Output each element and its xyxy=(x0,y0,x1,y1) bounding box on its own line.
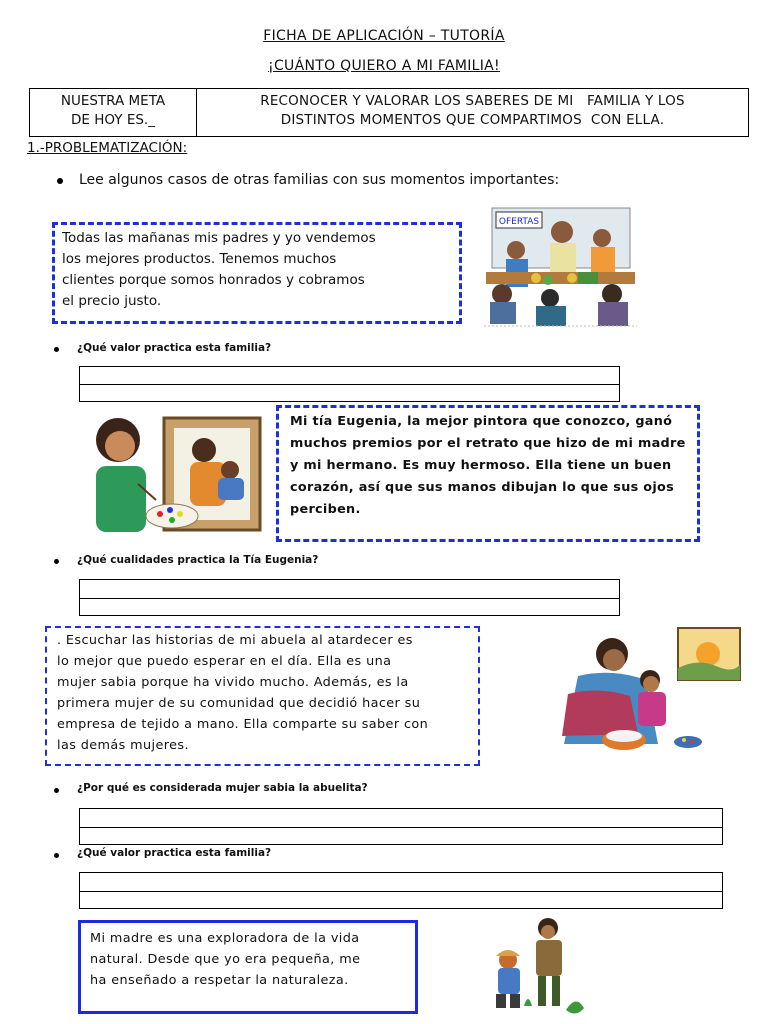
market-family-illustration xyxy=(484,202,637,328)
case1-text: Todas las mañanas mis padres y yo vendemos los mejores productos. Tenemos muchos clientes porque somos honrados y cobramos el precio justo. xyxy=(62,230,376,309)
painter-aunt-illustration xyxy=(80,404,270,546)
goal-label-line1: NUESTRA META xyxy=(60,93,166,109)
goal-label-line2: DE HOY ES._ xyxy=(71,112,155,128)
answer-lines-1[interactable] xyxy=(79,366,620,402)
question-4: ¿Qué valor practica esta familia? xyxy=(77,847,272,859)
goal-text-line2: DISTINTOS MOMENTOS QUE COMPARTIMOS CON ELLA. xyxy=(280,112,665,128)
case4-text: Mi madre es una exploradora de la vida natural. Desde que yo era pequeña, me ha enseñado a respetar la naturaleza. xyxy=(90,931,361,988)
answer-lines-3[interactable] xyxy=(79,808,723,845)
answer-lines-2[interactable] xyxy=(79,579,620,616)
bullet-dot xyxy=(54,853,59,858)
section-heading: 1.-PROBLEMATIZACIÓN: xyxy=(27,140,188,156)
explorer-mother-illustration xyxy=(466,914,592,1022)
bullet-dot xyxy=(54,788,59,793)
goal-table xyxy=(29,88,749,137)
bullet-dot xyxy=(54,559,59,564)
svg-text:OFERTAS: OFERTAS xyxy=(498,217,540,227)
worksheet-subtitle: ¡CUÁNTO QUIERO A MI FAMILIA! xyxy=(268,58,500,74)
intro-text: Lee algunos casos de otras familias con sus momentos importantes: xyxy=(79,172,560,188)
goal-text-line1: RECONOCER Y VALORAR LOS SABERES DE MI FAMILIA Y LOS xyxy=(260,93,685,109)
grandmother-weaving-illustration xyxy=(538,624,744,766)
bullet-dot xyxy=(57,178,63,184)
worksheet-title: FICHA DE APLICACIÓN – TUTORÍA xyxy=(263,28,505,44)
question-2: ¿Qué cualidades practica la Tía Eugenia? xyxy=(77,554,319,566)
case3-text: . Escuchar las historias de mi abuela al atardecer es lo mejor que puedo esperar en el día. Ella es una mujer sabia porque ha vivido mucho. Además, es la primera mujer de su comunidad que decidió hacer su empresa de tejido a mano. Ella comparte su saber con las demás mujeres. xyxy=(57,633,429,753)
bullet-dot xyxy=(54,347,59,352)
goal-text xyxy=(197,89,748,136)
case2-text: Mi tía Eugenia, la mejor pintora que conozco, ganó muchos premios por el retrato que hizo de mi madre y mi hermano. Es muy hermoso. Ella tiene un buen corazón, así que sus manos dibujan lo que sus ojos perciben. xyxy=(290,414,686,517)
question-1: ¿Qué valor practica esta familia? xyxy=(77,342,272,354)
answer-lines-4[interactable] xyxy=(79,872,723,909)
goal-label xyxy=(30,89,197,136)
question-3: ¿Por qué es considerada mujer sabia la abuelita? xyxy=(77,782,368,794)
